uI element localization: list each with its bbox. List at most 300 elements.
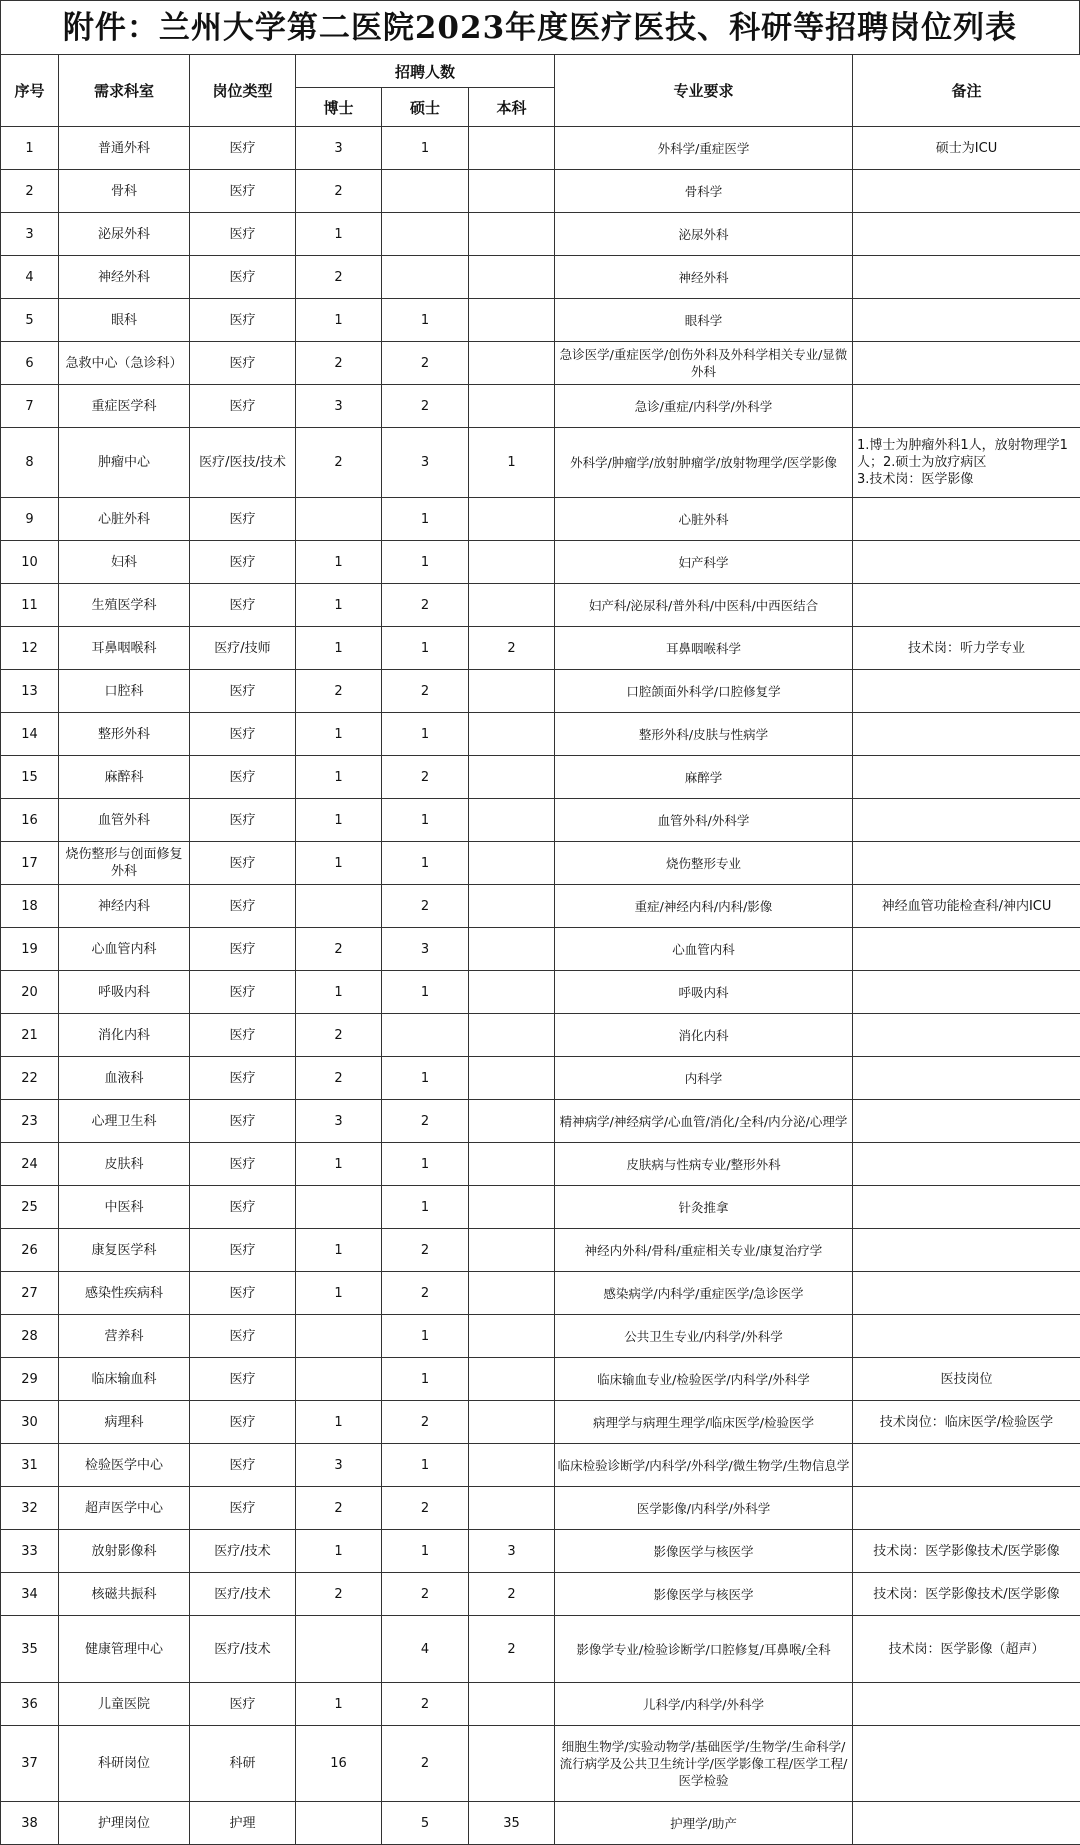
table-row xyxy=(1,1444,1080,1487)
cell-master: 1 xyxy=(382,1530,469,1573)
cell-seq: 31 xyxy=(1,1444,59,1487)
table-row xyxy=(1,627,1080,670)
cell-note xyxy=(853,713,1080,756)
cell-major: 消化内科 xyxy=(555,1014,853,1057)
cell-major: 麻醉学 xyxy=(555,756,853,799)
cell-major: 公共卫生专业/内科学/外科学 xyxy=(555,1315,853,1358)
cell-seq: 29 xyxy=(1,1358,59,1401)
cell-dept: 肿瘤中心 xyxy=(59,428,190,498)
cell-seq: 23 xyxy=(1,1100,59,1143)
cell-note xyxy=(853,584,1080,627)
header-dept: 需求科室 xyxy=(59,55,190,127)
cell-seq: 34 xyxy=(1,1573,59,1616)
cell-seq: 4 xyxy=(1,256,59,299)
cell-dept: 超声医学中心 xyxy=(59,1487,190,1530)
cell-bachelor xyxy=(469,1186,555,1229)
cell-seq: 9 xyxy=(1,498,59,541)
table-row xyxy=(1,1616,1080,1683)
cell-note: 硕士为ICU xyxy=(853,127,1080,170)
cell-seq: 14 xyxy=(1,713,59,756)
table-row xyxy=(1,428,1080,498)
table-row xyxy=(1,1726,1080,1802)
cell-major: 呼吸内科 xyxy=(555,971,853,1014)
cell-seq: 17 xyxy=(1,842,59,885)
table-row xyxy=(1,170,1080,213)
table-row xyxy=(1,498,1080,541)
cell-master: 2 xyxy=(382,670,469,713)
cell-master: 1 xyxy=(382,1143,469,1186)
cell-seq: 36 xyxy=(1,1683,59,1726)
table-row xyxy=(1,1573,1080,1616)
cell-seq: 15 xyxy=(1,756,59,799)
cell-type: 医疗/技术 xyxy=(190,1616,296,1683)
cell-seq: 5 xyxy=(1,299,59,342)
cell-phd: 2 xyxy=(296,670,382,713)
cell-dept: 临床输血科 xyxy=(59,1358,190,1401)
cell-type: 医疗/技师 xyxy=(190,627,296,670)
cell-master: 1 xyxy=(382,498,469,541)
cell-master: 2 xyxy=(382,1573,469,1616)
cell-master: 1 xyxy=(382,799,469,842)
cell-master: 1 xyxy=(382,1315,469,1358)
cell-phd: 1 xyxy=(296,1401,382,1444)
cell-phd: 1 xyxy=(296,627,382,670)
table-row xyxy=(1,1401,1080,1444)
cell-dept: 感染性疾病科 xyxy=(59,1272,190,1315)
cell-phd xyxy=(296,1616,382,1683)
cell-major: 神经内外科/骨科/重症相关专业/康复治疗学 xyxy=(555,1229,853,1272)
cell-type: 医疗 xyxy=(190,842,296,885)
cell-dept: 康复医学科 xyxy=(59,1229,190,1272)
cell-seq: 3 xyxy=(1,213,59,256)
cell-bachelor xyxy=(469,799,555,842)
cell-type: 医疗 xyxy=(190,498,296,541)
cell-note xyxy=(853,799,1080,842)
cell-master: 1 xyxy=(382,627,469,670)
cell-seq: 26 xyxy=(1,1229,59,1272)
cell-seq: 19 xyxy=(1,928,59,971)
cell-bachelor xyxy=(469,342,555,385)
cell-master: 2 xyxy=(382,1272,469,1315)
cell-bachelor: 2 xyxy=(469,1573,555,1616)
cell-major: 烧伤整形专业 xyxy=(555,842,853,885)
table-row xyxy=(1,1229,1080,1272)
cell-phd xyxy=(296,1315,382,1358)
cell-master: 2 xyxy=(382,584,469,627)
cell-seq: 8 xyxy=(1,428,59,498)
cell-type: 医疗 xyxy=(190,1358,296,1401)
cell-phd: 2 xyxy=(296,342,382,385)
cell-master xyxy=(382,213,469,256)
cell-type: 医疗 xyxy=(190,127,296,170)
cell-master: 1 xyxy=(382,299,469,342)
cell-dept: 病理科 xyxy=(59,1401,190,1444)
table-row xyxy=(1,842,1080,885)
cell-type: 医疗 xyxy=(190,1100,296,1143)
cell-note xyxy=(853,1315,1080,1358)
cell-type: 医疗/技术 xyxy=(190,1530,296,1573)
cell-bachelor xyxy=(469,541,555,584)
cell-bachelor xyxy=(469,1487,555,1530)
cell-major: 护理学/助产 xyxy=(555,1802,853,1845)
cell-phd: 1 xyxy=(296,842,382,885)
cell-bachelor xyxy=(469,256,555,299)
cell-type: 医疗 xyxy=(190,928,296,971)
cell-seq: 13 xyxy=(1,670,59,713)
cell-dept: 神经内科 xyxy=(59,885,190,928)
cell-major: 妇产科学 xyxy=(555,541,853,584)
cell-seq: 32 xyxy=(1,1487,59,1530)
cell-type: 医疗/技术 xyxy=(190,1573,296,1616)
cell-seq: 28 xyxy=(1,1315,59,1358)
cell-seq: 25 xyxy=(1,1186,59,1229)
cell-note xyxy=(853,1014,1080,1057)
cell-phd: 3 xyxy=(296,1100,382,1143)
cell-dept: 骨科 xyxy=(59,170,190,213)
cell-phd: 3 xyxy=(296,1444,382,1487)
cell-dept: 心脏外科 xyxy=(59,498,190,541)
cell-phd: 2 xyxy=(296,256,382,299)
cell-major: 骨科学 xyxy=(555,170,853,213)
cell-major: 急诊/重症/内科学/外科学 xyxy=(555,385,853,428)
cell-master: 1 xyxy=(382,842,469,885)
cell-note xyxy=(853,1683,1080,1726)
cell-dept: 口腔科 xyxy=(59,670,190,713)
cell-dept: 儿童医院 xyxy=(59,1683,190,1726)
table-row xyxy=(1,127,1080,170)
cell-dept: 耳鼻咽喉科 xyxy=(59,627,190,670)
cell-phd xyxy=(296,885,382,928)
cell-phd xyxy=(296,1186,382,1229)
table-row xyxy=(1,1683,1080,1726)
cell-note xyxy=(853,1444,1080,1487)
cell-type: 医疗 xyxy=(190,1487,296,1530)
table-row xyxy=(1,584,1080,627)
cell-master: 1 xyxy=(382,127,469,170)
cell-dept: 科研岗位 xyxy=(59,1726,190,1802)
cell-type: 医疗 xyxy=(190,799,296,842)
cell-dept: 急救中心（急诊科） xyxy=(59,342,190,385)
cell-dept: 皮肤科 xyxy=(59,1143,190,1186)
cell-type: 医疗 xyxy=(190,1014,296,1057)
cell-seq: 16 xyxy=(1,799,59,842)
cell-dept: 泌尿外科 xyxy=(59,213,190,256)
table-row xyxy=(1,1358,1080,1401)
cell-dept: 普通外科 xyxy=(59,127,190,170)
cell-major: 影像医学与核医学 xyxy=(555,1530,853,1573)
cell-major: 心血管内科 xyxy=(555,928,853,971)
cell-major: 儿科学/内科学/外科学 xyxy=(555,1683,853,1726)
table-row xyxy=(1,885,1080,928)
cell-bachelor xyxy=(469,1683,555,1726)
cell-bachelor xyxy=(469,1057,555,1100)
cell-dept: 烧伤整形与创面修复外科 xyxy=(59,842,190,885)
header-master: 硕士 xyxy=(382,88,469,127)
cell-type: 医疗 xyxy=(190,670,296,713)
cell-major: 感染病学/内科学/重症医学/急诊医学 xyxy=(555,1272,853,1315)
cell-type: 医疗 xyxy=(190,1143,296,1186)
cell-type: 医疗 xyxy=(190,1229,296,1272)
cell-note xyxy=(853,1057,1080,1100)
cell-bachelor xyxy=(469,1444,555,1487)
cell-major: 血管外科/外科学 xyxy=(555,799,853,842)
cell-note: 医技岗位 xyxy=(853,1358,1080,1401)
cell-note: 神经血管功能检查科/神内ICU xyxy=(853,885,1080,928)
cell-phd: 2 xyxy=(296,1573,382,1616)
cell-bachelor: 2 xyxy=(469,1616,555,1683)
table-row xyxy=(1,299,1080,342)
cell-note xyxy=(853,971,1080,1014)
cell-phd: 1 xyxy=(296,756,382,799)
header-seq: 序号 xyxy=(1,55,59,127)
cell-major: 急诊医学/重症医学/创伤外科及外科学相关专业/显微外科 xyxy=(555,342,853,385)
table-body xyxy=(1,127,1080,1845)
cell-note xyxy=(853,1272,1080,1315)
cell-type: 医疗 xyxy=(190,1057,296,1100)
table-row xyxy=(1,541,1080,584)
cell-seq: 24 xyxy=(1,1143,59,1186)
page-title: 附件：兰州大学第二医院2023年度医疗医技、科研等招聘岗位列表 xyxy=(0,0,1080,54)
cell-seq: 7 xyxy=(1,385,59,428)
cell-note xyxy=(853,1487,1080,1530)
cell-note xyxy=(853,498,1080,541)
cell-note xyxy=(853,213,1080,256)
cell-type: 医疗 xyxy=(190,1401,296,1444)
cell-seq: 22 xyxy=(1,1057,59,1100)
cell-type: 医疗 xyxy=(190,541,296,584)
cell-master: 1 xyxy=(382,713,469,756)
cell-phd: 1 xyxy=(296,971,382,1014)
cell-type: 医疗 xyxy=(190,756,296,799)
cell-phd: 1 xyxy=(296,713,382,756)
cell-master: 2 xyxy=(382,1229,469,1272)
cell-major: 外科学/重症医学 xyxy=(555,127,853,170)
cell-type: 护理 xyxy=(190,1802,296,1845)
cell-major: 泌尿外科 xyxy=(555,213,853,256)
cell-note xyxy=(853,256,1080,299)
cell-master: 1 xyxy=(382,541,469,584)
cell-seq: 27 xyxy=(1,1272,59,1315)
cell-dept: 心理卫生科 xyxy=(59,1100,190,1143)
cell-bachelor xyxy=(469,1726,555,1802)
cell-type: 医疗 xyxy=(190,885,296,928)
cell-bachelor xyxy=(469,498,555,541)
cell-bachelor xyxy=(469,1358,555,1401)
cell-phd: 1 xyxy=(296,541,382,584)
cell-type: 医疗 xyxy=(190,213,296,256)
cell-phd xyxy=(296,1802,382,1845)
cell-master: 2 xyxy=(382,1100,469,1143)
cell-dept: 妇科 xyxy=(59,541,190,584)
cell-major: 医学影像/内科学/外科学 xyxy=(555,1487,853,1530)
cell-bachelor xyxy=(469,1229,555,1272)
cell-master: 2 xyxy=(382,1487,469,1530)
table-row xyxy=(1,713,1080,756)
cell-phd: 1 xyxy=(296,1683,382,1726)
cell-note: 技术岗位：临床医学/检验医学 xyxy=(853,1401,1080,1444)
cell-note xyxy=(853,1186,1080,1229)
cell-major: 病理学与病理生理学/临床医学/检验医学 xyxy=(555,1401,853,1444)
cell-dept: 眼科 xyxy=(59,299,190,342)
cell-bachelor xyxy=(469,1315,555,1358)
cell-master xyxy=(382,170,469,213)
table-row xyxy=(1,1100,1080,1143)
cell-dept: 核磁共振科 xyxy=(59,1573,190,1616)
table-row xyxy=(1,342,1080,385)
cell-phd: 2 xyxy=(296,1014,382,1057)
cell-master: 1 xyxy=(382,1444,469,1487)
cell-major: 细胞生物学/实验动物学/基础医学/生物学/生命科学/流行病学及公共卫生统计学/医学影像工程/医学工程/医学检验 xyxy=(555,1726,853,1802)
cell-major: 耳鼻咽喉科学 xyxy=(555,627,853,670)
cell-seq: 21 xyxy=(1,1014,59,1057)
cell-seq: 37 xyxy=(1,1726,59,1802)
cell-major: 精神病学/神经病学/心血管/消化/全科/内分泌/心理学 xyxy=(555,1100,853,1143)
table-row xyxy=(1,1014,1080,1057)
cell-seq: 6 xyxy=(1,342,59,385)
cell-bachelor xyxy=(469,928,555,971)
cell-type: 医疗 xyxy=(190,1683,296,1726)
cell-note xyxy=(853,1100,1080,1143)
cell-dept: 护理岗位 xyxy=(59,1802,190,1845)
cell-major: 内科学 xyxy=(555,1057,853,1100)
cell-bachelor xyxy=(469,1014,555,1057)
cell-phd: 1 xyxy=(296,1143,382,1186)
header-major: 专业要求 xyxy=(555,55,853,127)
cell-note xyxy=(853,1802,1080,1845)
table-row xyxy=(1,799,1080,842)
cell-note xyxy=(853,1726,1080,1802)
cell-seq: 1 xyxy=(1,127,59,170)
cell-phd: 1 xyxy=(296,799,382,842)
cell-major: 心脏外科 xyxy=(555,498,853,541)
cell-dept: 重症医学科 xyxy=(59,385,190,428)
header-phd: 博士 xyxy=(296,88,382,127)
cell-dept: 神经外科 xyxy=(59,256,190,299)
cell-major: 皮肤病与性病专业/整形外科 xyxy=(555,1143,853,1186)
cell-master: 2 xyxy=(382,756,469,799)
cell-dept: 健康管理中心 xyxy=(59,1616,190,1683)
table-row xyxy=(1,1186,1080,1229)
cell-dept: 检验医学中心 xyxy=(59,1444,190,1487)
cell-master: 4 xyxy=(382,1616,469,1683)
cell-master: 2 xyxy=(382,885,469,928)
cell-type: 医疗 xyxy=(190,971,296,1014)
table-row xyxy=(1,928,1080,971)
cell-type: 医疗 xyxy=(190,170,296,213)
cell-master: 3 xyxy=(382,428,469,498)
cell-note xyxy=(853,299,1080,342)
cell-major: 眼科学 xyxy=(555,299,853,342)
cell-bachelor: 35 xyxy=(469,1802,555,1845)
header-type: 岗位类型 xyxy=(190,55,296,127)
cell-phd: 1 xyxy=(296,299,382,342)
cell-master: 2 xyxy=(382,342,469,385)
cell-bachelor xyxy=(469,713,555,756)
cell-type: 医疗 xyxy=(190,256,296,299)
cell-bachelor: 1 xyxy=(469,428,555,498)
cell-major: 临床输血专业/检验医学/内科学/外科学 xyxy=(555,1358,853,1401)
cell-major: 临床检验诊断学/内科学/外科学/微生物学/生物信息学 xyxy=(555,1444,853,1487)
cell-bachelor xyxy=(469,756,555,799)
cell-dept: 整形外科 xyxy=(59,713,190,756)
cell-phd: 1 xyxy=(296,1272,382,1315)
cell-note xyxy=(853,1143,1080,1186)
cell-dept: 血管外科 xyxy=(59,799,190,842)
cell-phd: 3 xyxy=(296,127,382,170)
cell-bachelor xyxy=(469,971,555,1014)
cell-phd: 2 xyxy=(296,1487,382,1530)
cell-note xyxy=(853,928,1080,971)
cell-phd: 2 xyxy=(296,928,382,971)
cell-bachelor xyxy=(469,670,555,713)
cell-type: 医疗 xyxy=(190,385,296,428)
cell-dept: 消化内科 xyxy=(59,1014,190,1057)
table-row xyxy=(1,1057,1080,1100)
cell-master: 1 xyxy=(382,1057,469,1100)
cell-note: 1.博士为肿瘤外科1人，放射物理学1人；2.硕士为放疗病区 3.技术岗：医学影像 xyxy=(853,428,1080,498)
table-row xyxy=(1,385,1080,428)
cell-bachelor xyxy=(469,885,555,928)
cell-type: 医疗 xyxy=(190,1186,296,1229)
cell-type: 医疗 xyxy=(190,713,296,756)
cell-bachelor xyxy=(469,584,555,627)
cell-master: 5 xyxy=(382,1802,469,1845)
cell-type: 医疗 xyxy=(190,1315,296,1358)
cell-master xyxy=(382,1014,469,1057)
cell-major: 外科学/肿瘤学/放射肿瘤学/放射物理学/医学影像 xyxy=(555,428,853,498)
cell-phd: 1 xyxy=(296,584,382,627)
cell-seq: 10 xyxy=(1,541,59,584)
cell-master xyxy=(382,256,469,299)
cell-master: 2 xyxy=(382,385,469,428)
cell-master: 3 xyxy=(382,928,469,971)
cell-note xyxy=(853,756,1080,799)
cell-bachelor xyxy=(469,1143,555,1186)
table-row xyxy=(1,971,1080,1014)
cell-type: 医疗 xyxy=(190,1272,296,1315)
cell-seq: 38 xyxy=(1,1802,59,1845)
cell-bachelor xyxy=(469,213,555,256)
cell-phd: 1 xyxy=(296,1530,382,1573)
cell-dept: 中医科 xyxy=(59,1186,190,1229)
cell-note: 技术岗：医学影像技术/医学影像 xyxy=(853,1573,1080,1616)
cell-master: 1 xyxy=(382,1186,469,1229)
cell-type: 医疗 xyxy=(190,584,296,627)
header-bachelor: 本科 xyxy=(469,88,555,127)
cell-seq: 18 xyxy=(1,885,59,928)
table-row xyxy=(1,256,1080,299)
cell-bachelor xyxy=(469,127,555,170)
cell-type: 医疗/医技/技术 xyxy=(190,428,296,498)
recruitment-table xyxy=(0,54,1080,1845)
cell-phd: 1 xyxy=(296,1229,382,1272)
table-row xyxy=(1,1802,1080,1845)
cell-bachelor xyxy=(469,842,555,885)
cell-type: 医疗 xyxy=(190,1444,296,1487)
cell-note: 技术岗：听力学专业 xyxy=(853,627,1080,670)
table-row xyxy=(1,1530,1080,1573)
cell-bachelor xyxy=(469,1100,555,1143)
cell-note xyxy=(853,170,1080,213)
cell-phd: 3 xyxy=(296,385,382,428)
header-note: 备注 xyxy=(853,55,1080,127)
cell-note xyxy=(853,541,1080,584)
cell-phd: 2 xyxy=(296,1057,382,1100)
cell-type: 医疗 xyxy=(190,342,296,385)
cell-phd xyxy=(296,498,382,541)
cell-note xyxy=(853,385,1080,428)
cell-major: 针灸推拿 xyxy=(555,1186,853,1229)
